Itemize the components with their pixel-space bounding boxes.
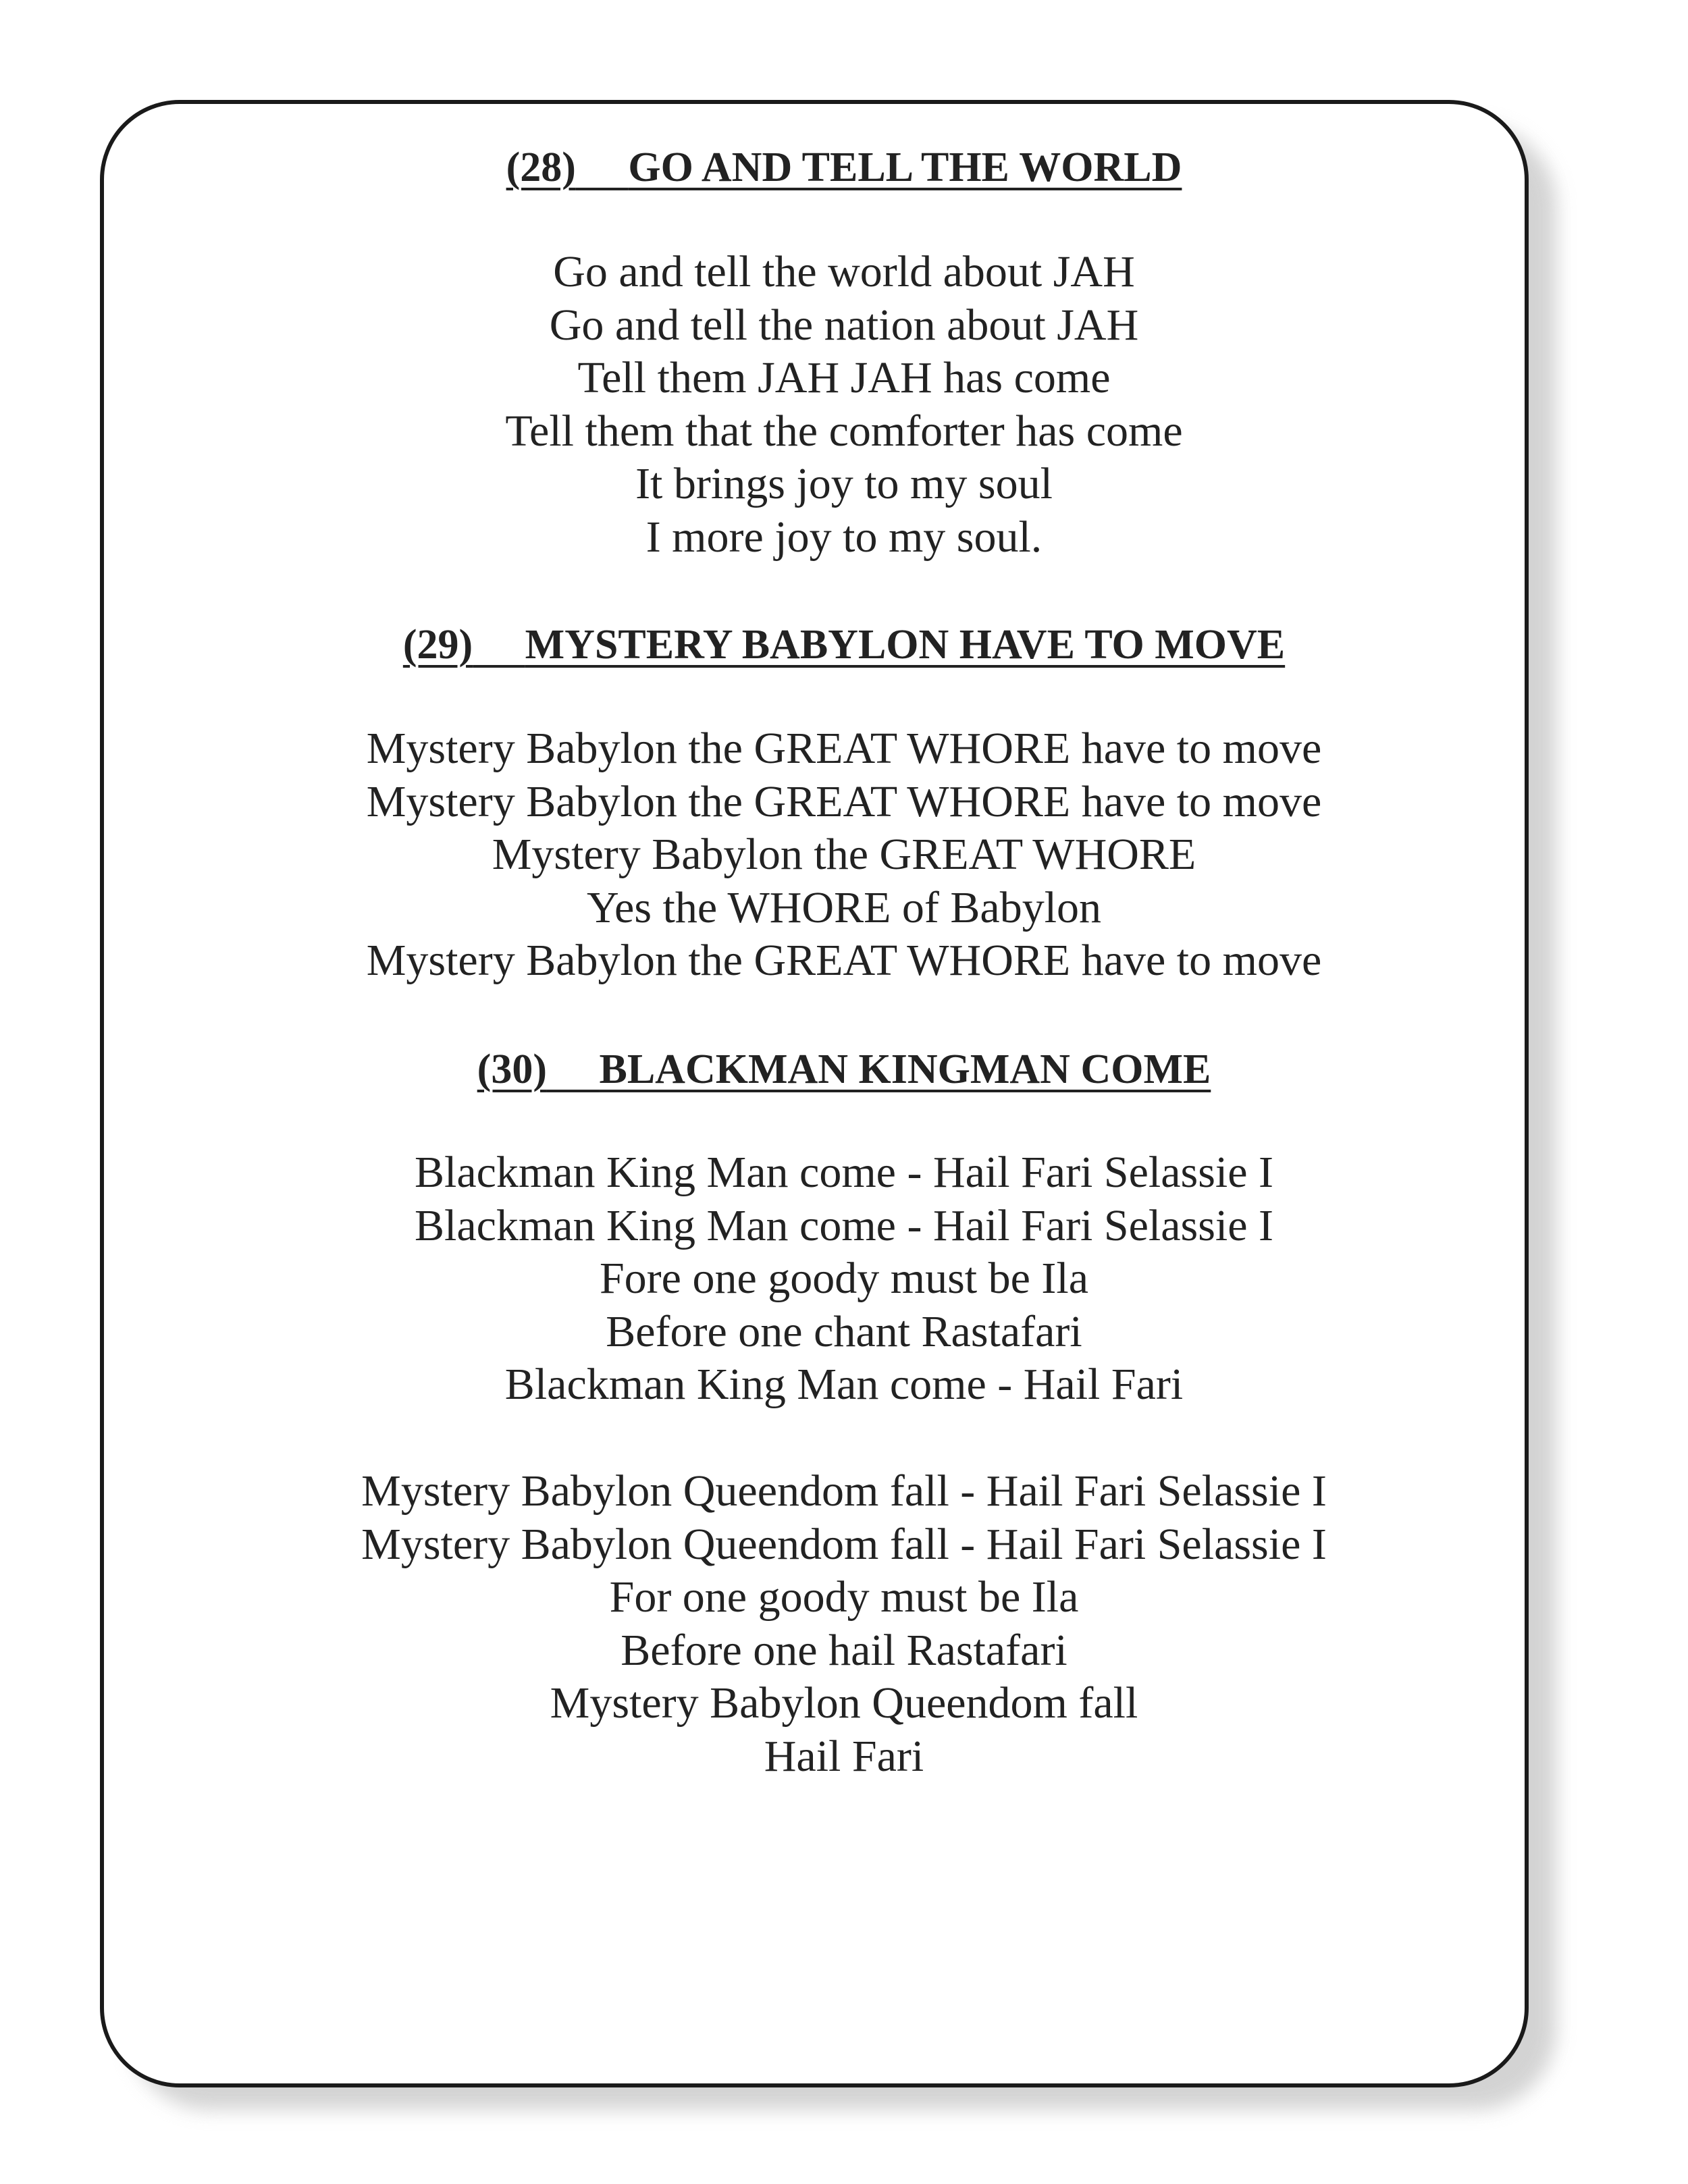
lyric-line: Mystery Babylon the GREAT WHORE have to move xyxy=(366,936,1322,985)
song-title-text: MYSTERY BABYLON HAVE TO MOVE xyxy=(525,622,1286,668)
lyric-line: I more joy to my soul. xyxy=(645,512,1043,562)
lyric-line: Before one hail Rastafari xyxy=(621,1625,1067,1675)
song-30-verse-2 xyxy=(0,1465,1688,1783)
lyric-line: Go and tell the world about JAH xyxy=(553,247,1135,296)
song-29-verse-1 xyxy=(0,722,1688,988)
song-title-text: BLACKMAN KINGMAN COME xyxy=(599,1046,1211,1092)
lyric-line: Fore one goody must be Ila xyxy=(599,1254,1089,1303)
lyric-line: Mystery Babylon Queendom fall - Hail Fari Selassie I xyxy=(361,1466,1327,1516)
lyric-line: Mystery Babylon the GREAT WHORE have to move xyxy=(366,724,1322,773)
lyric-line: Mystery Babylon the GREAT WHORE xyxy=(492,830,1196,879)
song-title-28 xyxy=(0,140,1688,194)
lyric-line: Tell them that the comforter has come xyxy=(505,406,1183,456)
lyric-line: Mystery Babylon the GREAT WHORE have to move xyxy=(366,776,1322,826)
song-title-29 xyxy=(0,618,1688,672)
lyric-line: Mystery Babylon Queendom fall - Hail Fari Selassie I xyxy=(361,1519,1327,1569)
song-number: (29) xyxy=(402,622,473,668)
lyric-line: It brings joy to my soul xyxy=(635,459,1053,508)
song-number: (30) xyxy=(477,1046,547,1092)
lyric-line: Before one chant Rastafari xyxy=(606,1306,1082,1356)
lyric-line: Hail Fari xyxy=(764,1731,924,1781)
lyric-line: Mystery Babylon Queendom fall xyxy=(550,1678,1138,1728)
song-number: (28) xyxy=(506,144,576,190)
song-title-text: GO AND TELL THE WORLD xyxy=(628,144,1182,190)
lyric-line: Tell them JAH JAH has come xyxy=(577,353,1111,402)
lyric-line: Blackman King Man come - Hail Fari xyxy=(504,1360,1184,1409)
song-title-30 xyxy=(0,1042,1688,1096)
lyric-line: Blackman King Man come - Hail Fari Selassie I xyxy=(414,1148,1273,1197)
song-30-verse-1 xyxy=(0,1146,1688,1412)
lyric-line: Blackman King Man come - Hail Fari Selassie I xyxy=(414,1200,1273,1250)
lyric-line: Yes the WHORE of Babylon xyxy=(586,882,1102,932)
lyric-line: For one goody must be Ila xyxy=(609,1572,1079,1622)
lyric-line: Go and tell the nation about JAH xyxy=(549,300,1139,350)
song-28-verse-1 xyxy=(0,246,1688,564)
